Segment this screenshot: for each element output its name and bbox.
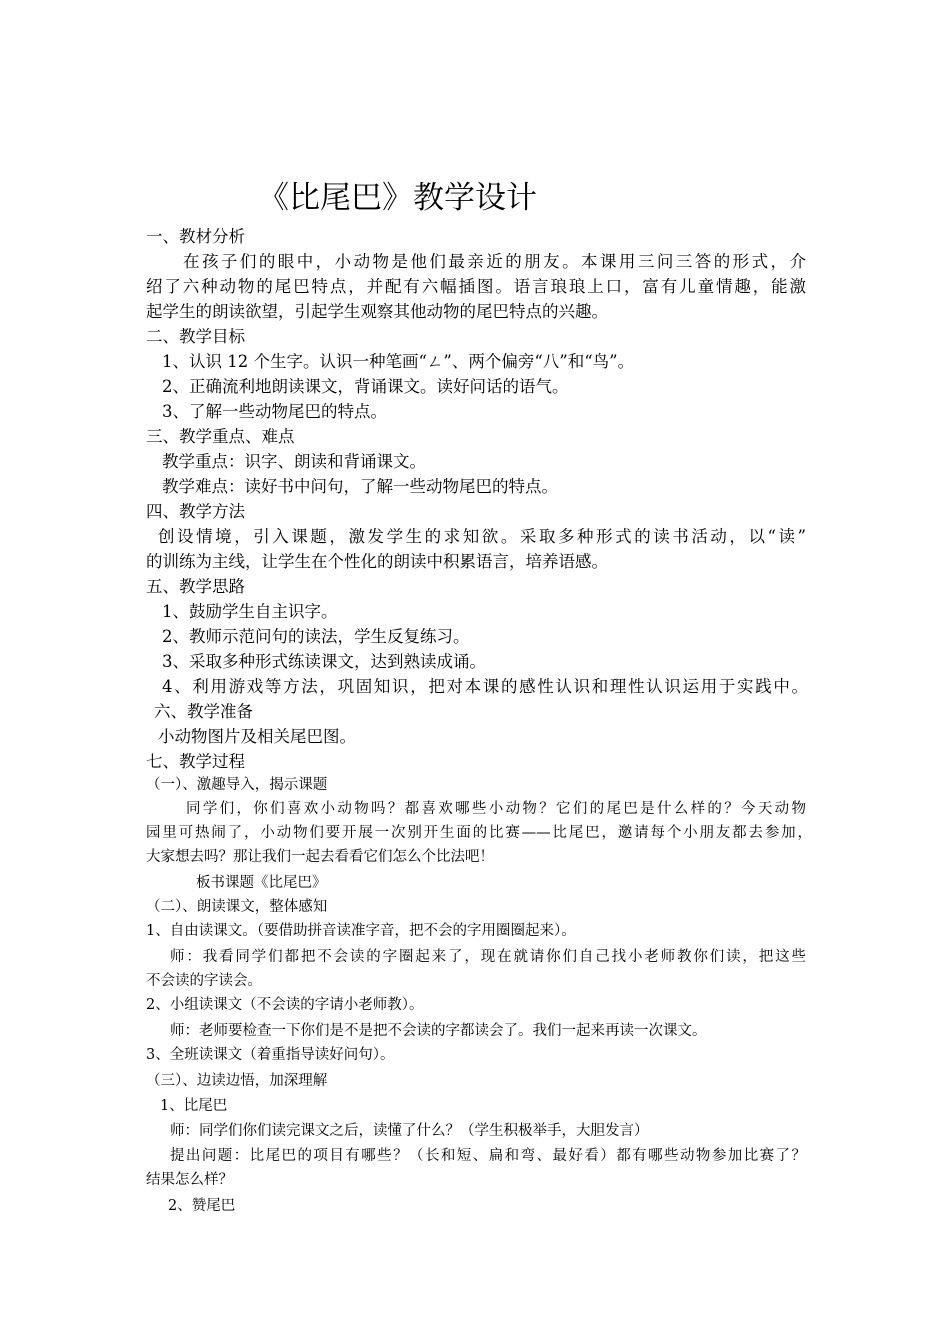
paragraph-line: 教学难点：读好书中问句，了解一些动物尾巴的特点。 xyxy=(162,477,558,496)
document-title: 《比尾巴》教学设计 xyxy=(258,180,537,216)
paragraph-line: 在孩子们的眼中，小动物是他们最亲近的朋友。本课用三问三答的形式，介 xyxy=(183,252,806,271)
subheading: （二）、朗读课文，整体感知 xyxy=(146,899,328,915)
paragraph-line: 教学重点：识字、朗读和背诵课文。 xyxy=(162,452,426,471)
heading-3: 三、教学重点、难点 xyxy=(146,427,295,446)
paragraph-line: 提出问题：比尾巴的项目有哪些？（长和短、扁和弯、最好看）都有哪些动物参加比赛了？ xyxy=(170,1148,806,1164)
heading-5: 五、教学思路 xyxy=(146,577,245,596)
paragraph-line: 师：同学们你们读完课文之后，读懂了什么？（学生积极举手，大胆发言） xyxy=(170,1123,649,1139)
list-item: 3、了解一些动物尾巴的特点。 xyxy=(162,402,387,421)
list-item: 3、采取多种形式练读课文，达到熟读成诵。 xyxy=(162,652,486,671)
heading-4: 四、教学方法 xyxy=(146,502,245,521)
paragraph-line: 绍了六种动物的尾巴特点，并配有六幅插图。语言琅琅上口，富有儿童情趣，能激 xyxy=(146,277,806,296)
paragraph-line: 同学们，你们喜欢小动物吗？都喜欢哪些小动物？它们的尾巴是什么样的？今天动物 xyxy=(186,801,806,817)
paragraph-line: 板书课题《比尾巴》 xyxy=(196,875,327,891)
paragraph-line: 起学生的朗读欲望，引起学生观察其他动物的尾巴特点的兴趣。 xyxy=(146,302,608,321)
list-item: 2、正确流利地朗读课文，背诵课文。读好问话的语气。 xyxy=(162,377,569,396)
paragraph-line: 师：老师要检查一下你们是不是把不会读的字都读会了。我们一起来再读一次课文。 xyxy=(170,1023,707,1039)
paragraph-line: 大家想去吗？那让我们一起去看看它们怎么个比法吧！ xyxy=(146,849,494,865)
paragraph-line: 1、自由读课文。（要借助拼音读准字音，把不会的字用圈圈起来）。 xyxy=(146,923,576,939)
subheading: （一）、激趣导入，揭示课题 xyxy=(146,777,328,793)
paragraph-line: 1、比尾巴 xyxy=(160,1098,228,1114)
list-item: 2、教师示范问句的读法，学生反复练习。 xyxy=(162,627,470,646)
subheading: （三）、边读边悟，加深理解 xyxy=(146,1073,328,1089)
heading-7: 七、教学过程 xyxy=(146,752,245,771)
paragraph-line: 小动物图片及相关尾巴图。 xyxy=(158,727,356,746)
list-item: 1、认识 12 个生字。认识一种笔画“ㄥ”、两个偏旁“八”和“鸟”。 xyxy=(162,352,635,371)
heading-6: 六、教学准备 xyxy=(154,702,253,721)
paragraph-line: 结果怎么样？ xyxy=(146,1172,233,1188)
paragraph-line: 2、赞尾巴 xyxy=(168,1198,236,1214)
paragraph-line: 3、全班读课文（着重指导读好问句）。 xyxy=(146,1047,395,1063)
paragraph-line: 师：我看同学们都把不会读的字圈起来了，现在就请你们自己找小老师教你们读，把这些 xyxy=(170,949,806,965)
list-item: 1、鼓励学生自主识字。 xyxy=(162,602,338,621)
paragraph-line: 园里可热闹了，小动物们要开展一次别开生面的比赛——比尾巴，邀请每个小朋友都去参加， xyxy=(146,825,812,841)
paragraph-line: 创设情境，引入课题，激发学生的求知欲。采取多种形式的读书活动，以“读” xyxy=(158,527,806,546)
paragraph-line: 不会读的字读会。 xyxy=(146,973,262,989)
heading-2: 二、教学目标 xyxy=(146,327,245,346)
paragraph-line: 的训练为主线，让学生在个性化的朗读中积累语言，培养语感。 xyxy=(146,552,608,571)
list-item: 4、利用游戏等方法，巩固知识，把对本课的感性认识和理性认识运用于实践中。 xyxy=(162,677,808,696)
heading-1: 一、教材分析 xyxy=(146,227,245,246)
paragraph-line: 2、小组读课文（不会读的字请小老师教）。 xyxy=(146,997,424,1013)
